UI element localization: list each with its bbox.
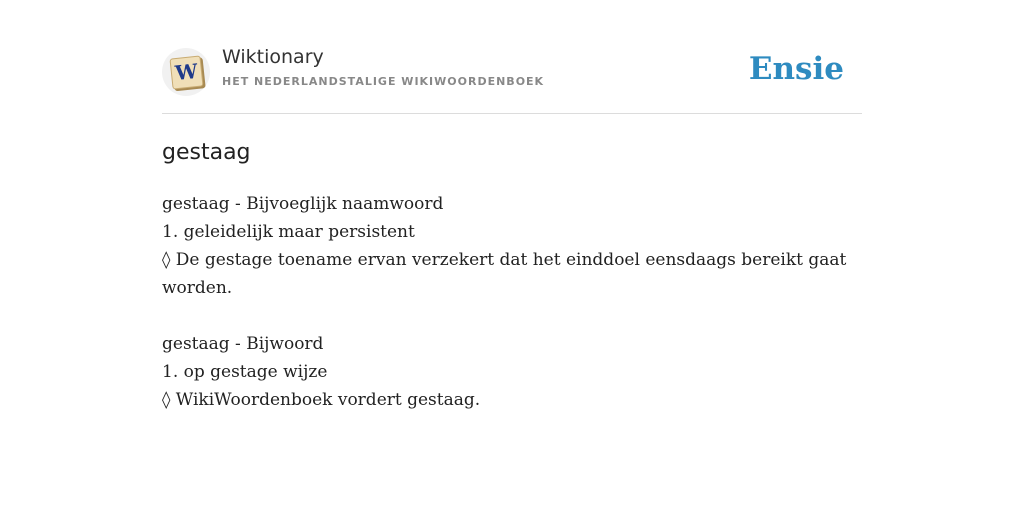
site-name[interactable]: Wiktionary xyxy=(222,46,324,68)
page-title: gestaag xyxy=(162,140,251,165)
entry-definition: 1. op gestage wijze xyxy=(162,362,328,382)
entry-heading: gestaag - Bijvoeglijk naamwoord xyxy=(162,194,444,214)
site-tagline: HET NEDERLANDSTALIGE WIKIWOORDENBOEK xyxy=(222,75,545,88)
ensie-brand-link[interactable]: Ensie xyxy=(748,51,844,87)
logo-letter: W xyxy=(174,58,199,86)
entry-adverb xyxy=(162,330,862,414)
logo-tile xyxy=(169,55,203,89)
entry-example: ◊ De gestage toename ervan verzekert dat het einddoel eensdaags bereikt gaat worden. xyxy=(162,250,847,298)
page xyxy=(162,0,862,512)
definition-content xyxy=(162,190,862,442)
site-header xyxy=(162,40,862,114)
entry-example: ◊ WikiWoordenboek vordert gestaag. xyxy=(162,390,481,410)
entry-heading: gestaag - Bijwoord xyxy=(162,334,324,354)
entry-definition: 1. geleidelijk maar persistent xyxy=(162,222,415,242)
entry-adjective xyxy=(162,190,862,302)
wiktionary-logo-icon[interactable] xyxy=(162,48,210,96)
